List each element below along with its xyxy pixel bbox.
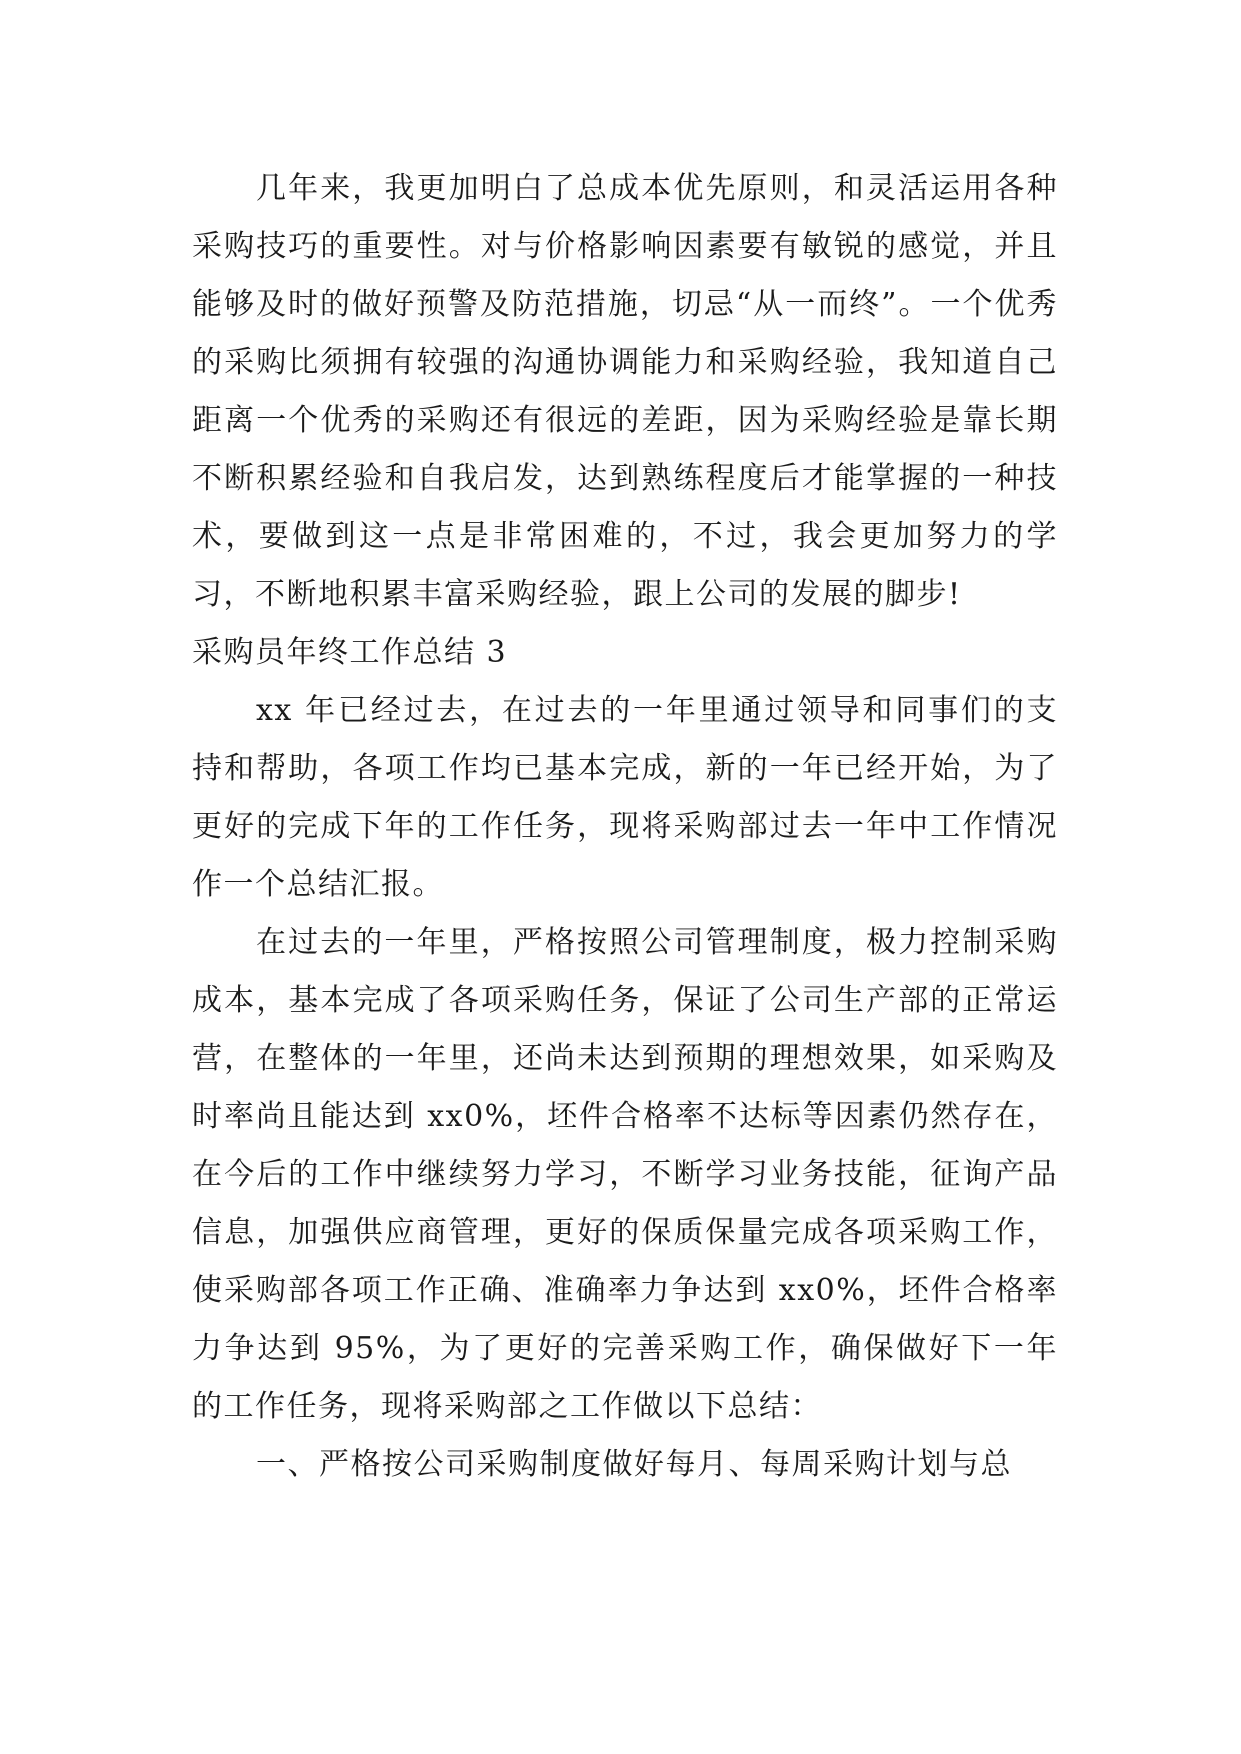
paragraph-summary: 在过去的一年里，严格按照公司管理制度，极力控制采购成本，基本完成了各项采购任务，保证了公司生产部的正常运营，在整体的一年里，还尚未达到预期的理想效果，如采购及时率尚且能达到 xx0%，坯件合格率不达标等因素仍然存在，在今后的工作中继续努力学习，不断学习业务技能，征询产品信息，加强供应商管理，更好的保质保量完成各项采购工作，使采购部各项工作正确、准确率力争达到 xx0%，坯件合格率力争达到 95%，为了更好的完善采购工作，确保做好下一年的工作任务，现将采购部之工作做以下总结：: [192, 925, 1058, 1424]
section-heading: 采购员年终工作总结 3: [192, 635, 508, 670]
paragraph-intro: xx 年已经过去，在过去的一年里通过领导和同事们的支持和帮助，各项工作均已基本完成，新的一年已经开始，为了更好的完成下年的工作任务，现将采购部过去一年中工作情况作一个总结汇报。: [192, 693, 1058, 902]
paragraph-item-one: 一、严格按公司采购制度做好每月、每周采购计划与总: [256, 1447, 1012, 1482]
paragraph-experience: 几年来，我更加明白了总成本优先原则，和灵活运用各种采购技巧的重要性。对与价格影响因素要有敏锐的感觉，并且能够及时的做好预警及防范措施，切忌“从一而终”。一个优秀的采购比须拥有较强的沟通协调能力和采购经验，我知道自己距离一个优秀的采购还有很远的差距，因为采购经验是靠长期不断积累经验和自我启发，达到熟练程度后才能掌握的一种技术，要做到这一点是非常困难的，不过，我会更加努力的学习，不断地积累丰富采购经验，跟上公司的发展的脚步!: [192, 171, 1058, 612]
document-body: [192, 160, 1058, 1494]
